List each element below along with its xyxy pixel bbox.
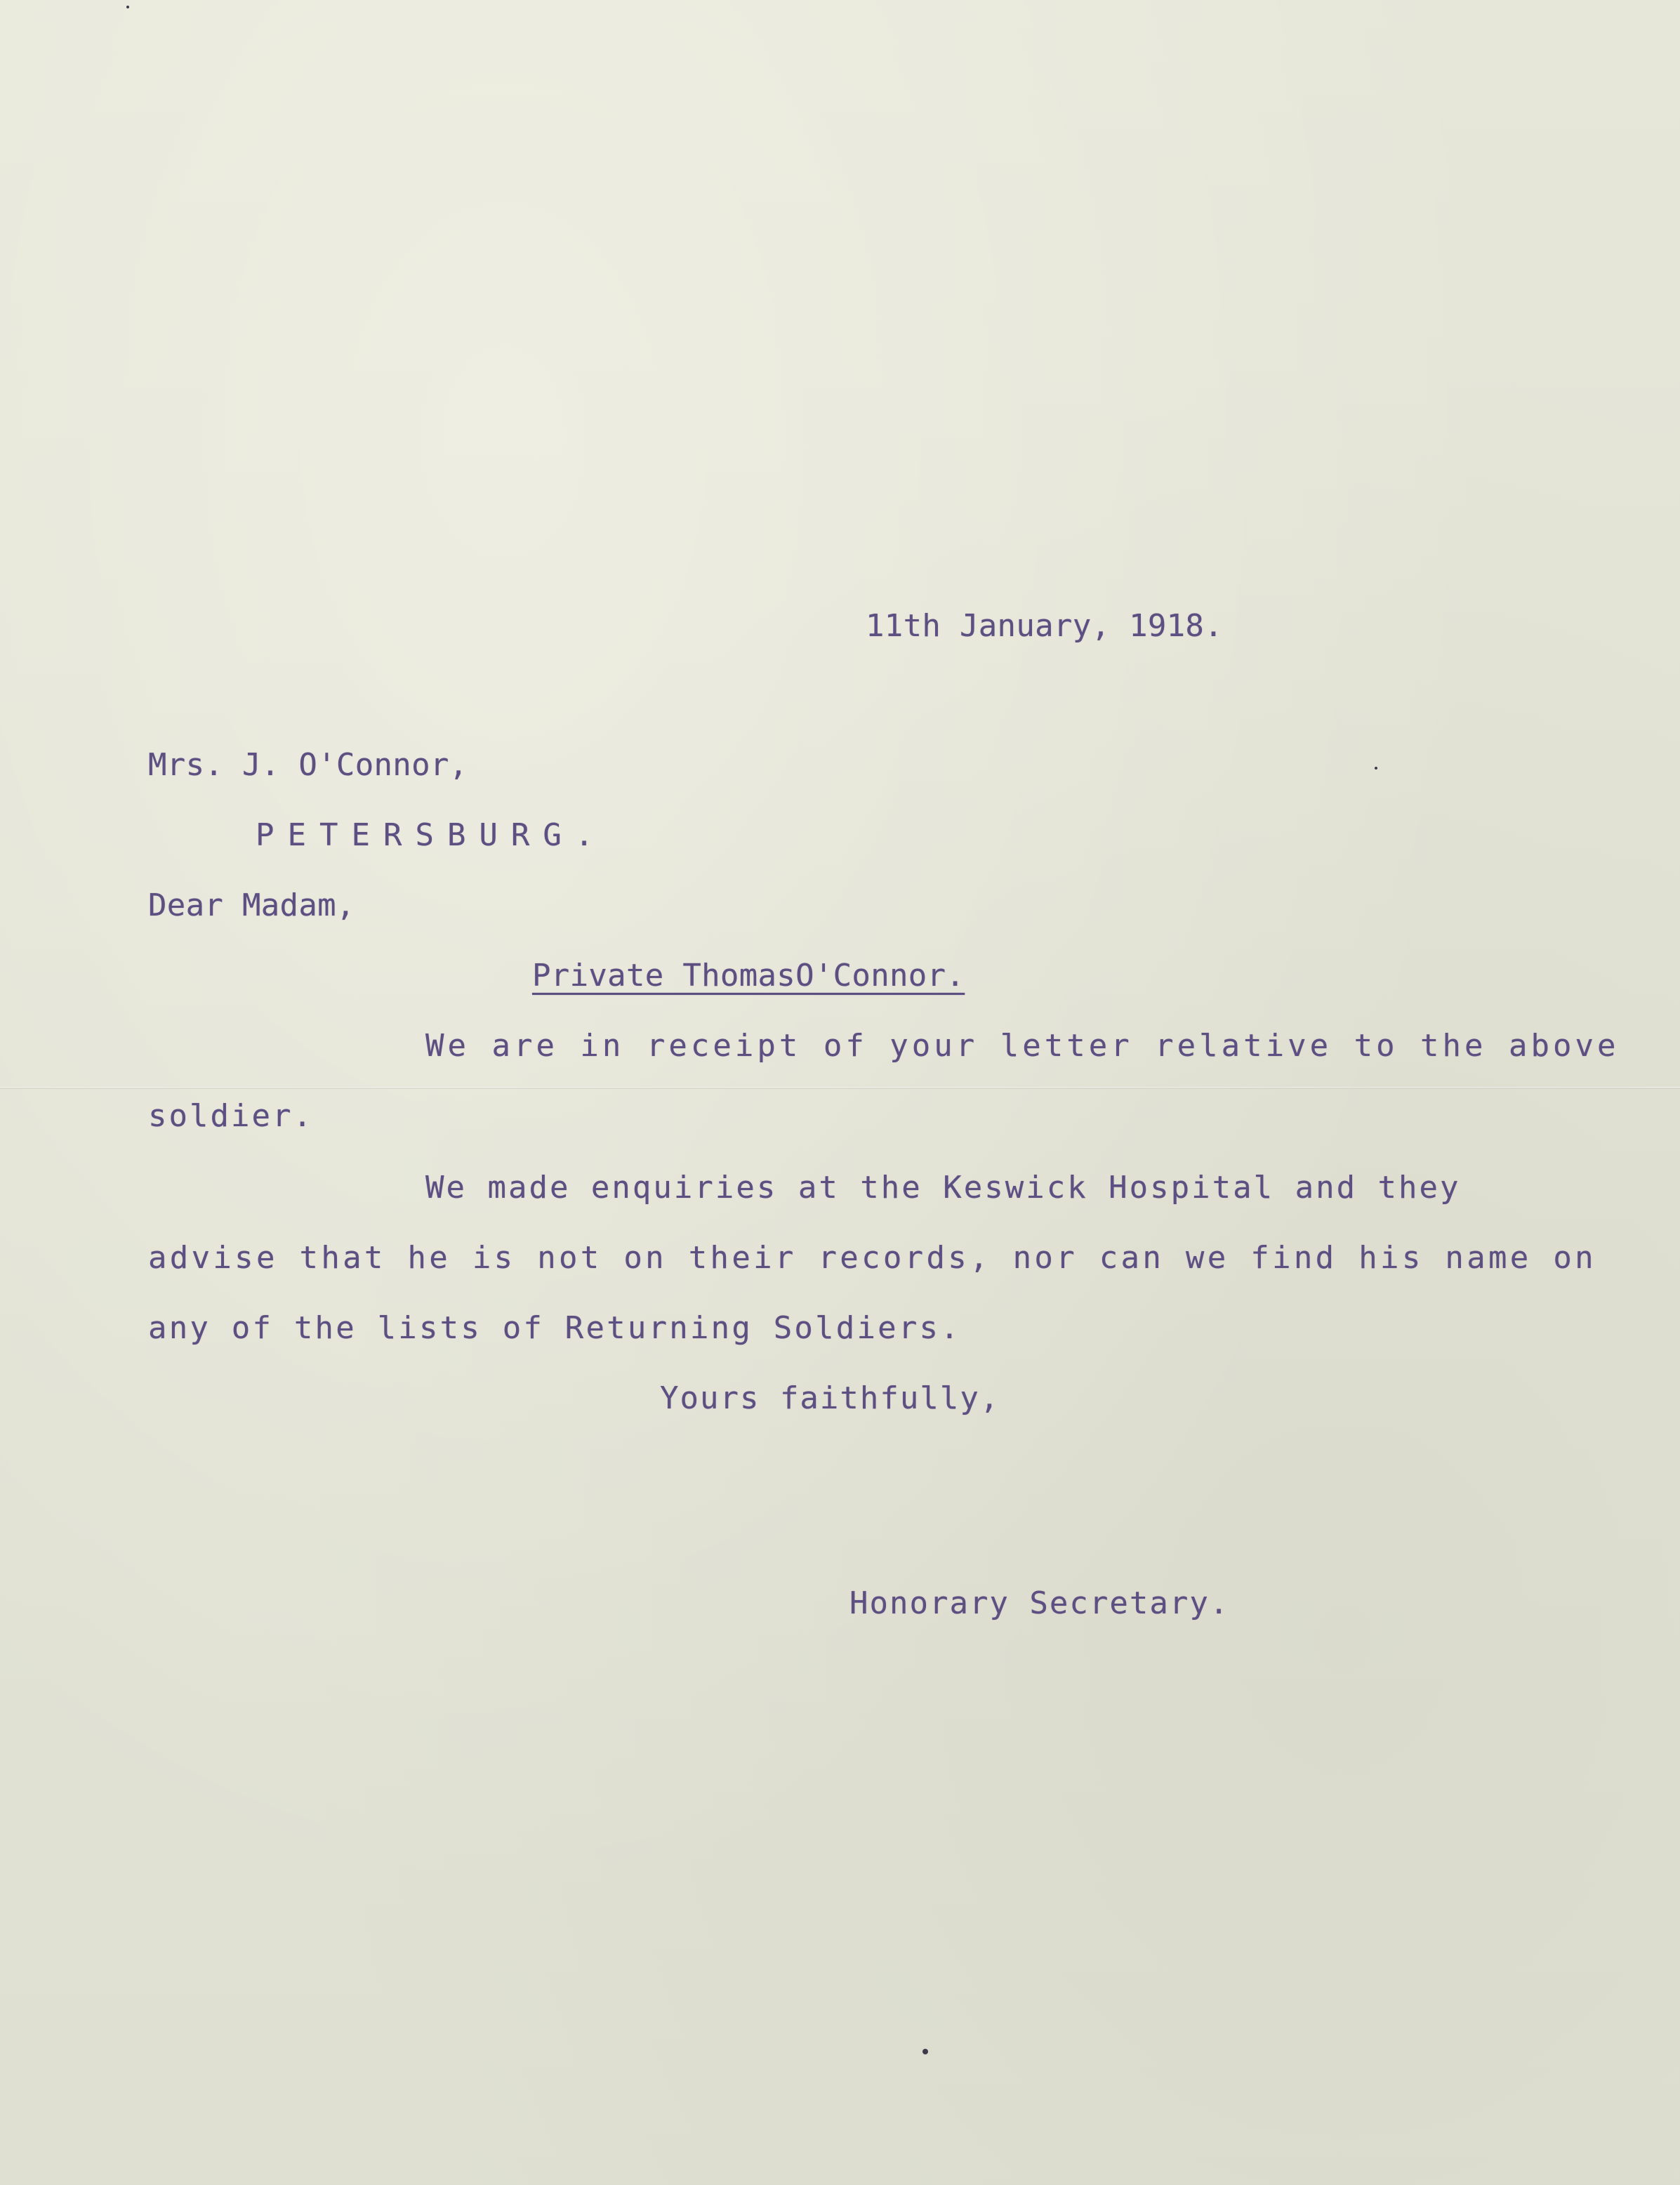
paragraph-1-line-1: We are in receipt of your letter relative to the above [425, 1028, 1620, 1064]
letter-date: 11th January, 1918. [866, 608, 1224, 644]
closing: Yours faithfully, [660, 1380, 1000, 1416]
recipient-town: PETERSBURG. [256, 817, 607, 853]
paragraph-2-line-1: We made enquiries at the Keswick Hospital and they [425, 1170, 1461, 1206]
signature-title: Honorary Secretary. [849, 1585, 1230, 1621]
paragraph-1-line-2: soldier. [148, 1098, 314, 1134]
paper-speck [922, 2049, 928, 2054]
paper-fold-line [0, 1087, 1680, 1089]
paragraph-2-line-2: advise that he is not on their records, nor can we find his name on [148, 1240, 1596, 1276]
subject-line: Private ThomasO'Connor. [532, 958, 965, 994]
paper-speck [1375, 767, 1377, 770]
salutation: Dear Madam, [148, 887, 355, 923]
paper-speck [126, 6, 129, 8]
recipient-name: Mrs. J. O'Connor, [148, 747, 468, 783]
paragraph-2-line-3: any of the lists of Returning Soldiers. [148, 1310, 961, 1346]
